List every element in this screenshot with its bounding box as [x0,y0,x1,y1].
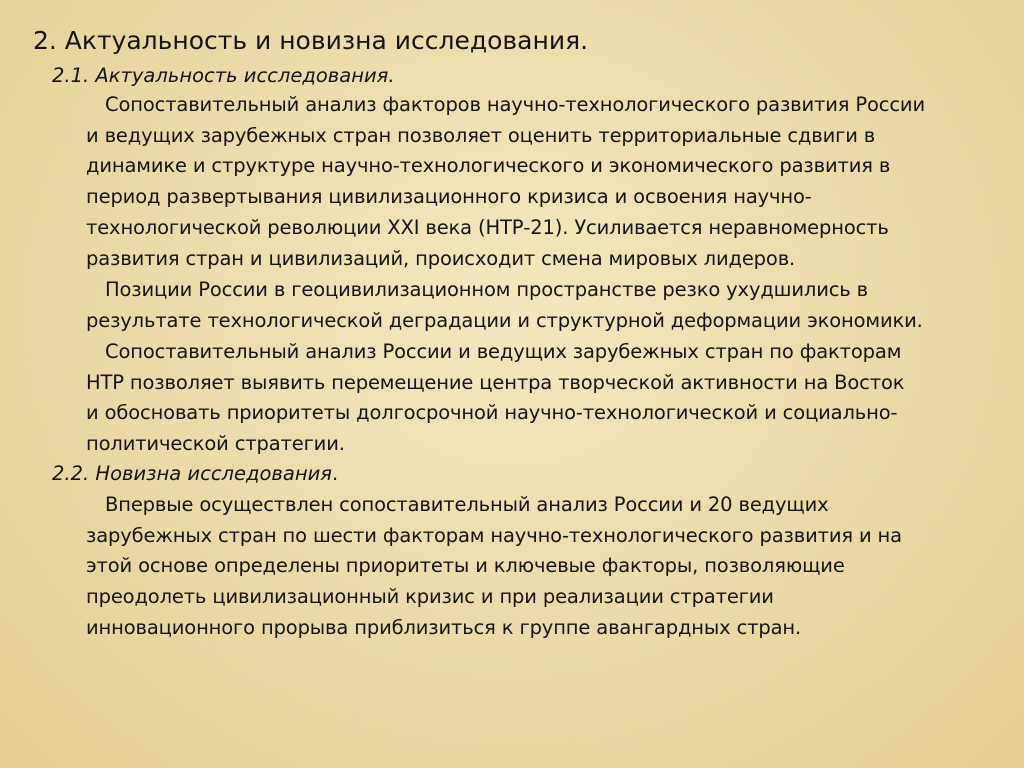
text-line: инновационного прорыва приблизиться к группе авангардных стран. [86,615,802,639]
text-line: период развертывания цивилизационного кризиса и освоения научно- [86,185,812,209]
section-1-paragraph-3 [86,337,986,460]
text-line: Позиции России в геоцивилизационном пространстве резко ухудшились в [105,278,869,301]
text-line: Сопоставительный анализ факторов научно-технологического развития России [105,93,925,116]
text-line: динамике и структуре научно-технологического и экономического развития в [86,154,891,178]
text-line: технологической революции XXI века (НТР-21). Усиливается неравномерность [86,215,889,239]
section-1-heading: 2.1. Актуальность исследования. [52,64,395,87]
section-2-heading-text: 2.2. Новизна исследования [52,462,333,485]
section-1-paragraph-2 [86,275,986,336]
section-2-heading-period: . [332,462,339,485]
slide-title: 2. Актуальность и новизна исследования. [33,26,589,55]
section-2-heading [52,461,338,487]
text-line: и ведущих зарубежных стран позволяет оценить территориальные сдвиги в [86,123,876,147]
text-line: Сопоставительный анализ России и ведущих зарубежных стран по факторам [105,340,902,363]
text-line: политической стратегии. [86,432,345,456]
section-2-paragraph-1 [86,490,986,644]
text-line: Впервые осуществлен сопоставительный анализ России и 20 ведущих [105,493,829,516]
text-line: развития стран и цивилизаций, происходит смена мировых лидеров. [86,246,796,270]
text-line: преодолеть цивилизационный кризис и при реализации стратегии [86,585,774,609]
text-line: результате технологической деградации и структурной деформации экономики. [86,308,923,332]
section-1-paragraph-1 [86,90,986,274]
text-line: НТР позволяет выявить перемещение центра творческой активности на Восток [86,370,905,394]
text-line: и обосновать приоритеты долгосрочной научно-технологической и социально- [86,401,898,425]
text-line: зарубежных стран по шести факторам научно-технологического развития и на [86,523,902,547]
text-line: этой основе определены приоритеты и ключевые факторы, позволяющие [86,554,845,578]
